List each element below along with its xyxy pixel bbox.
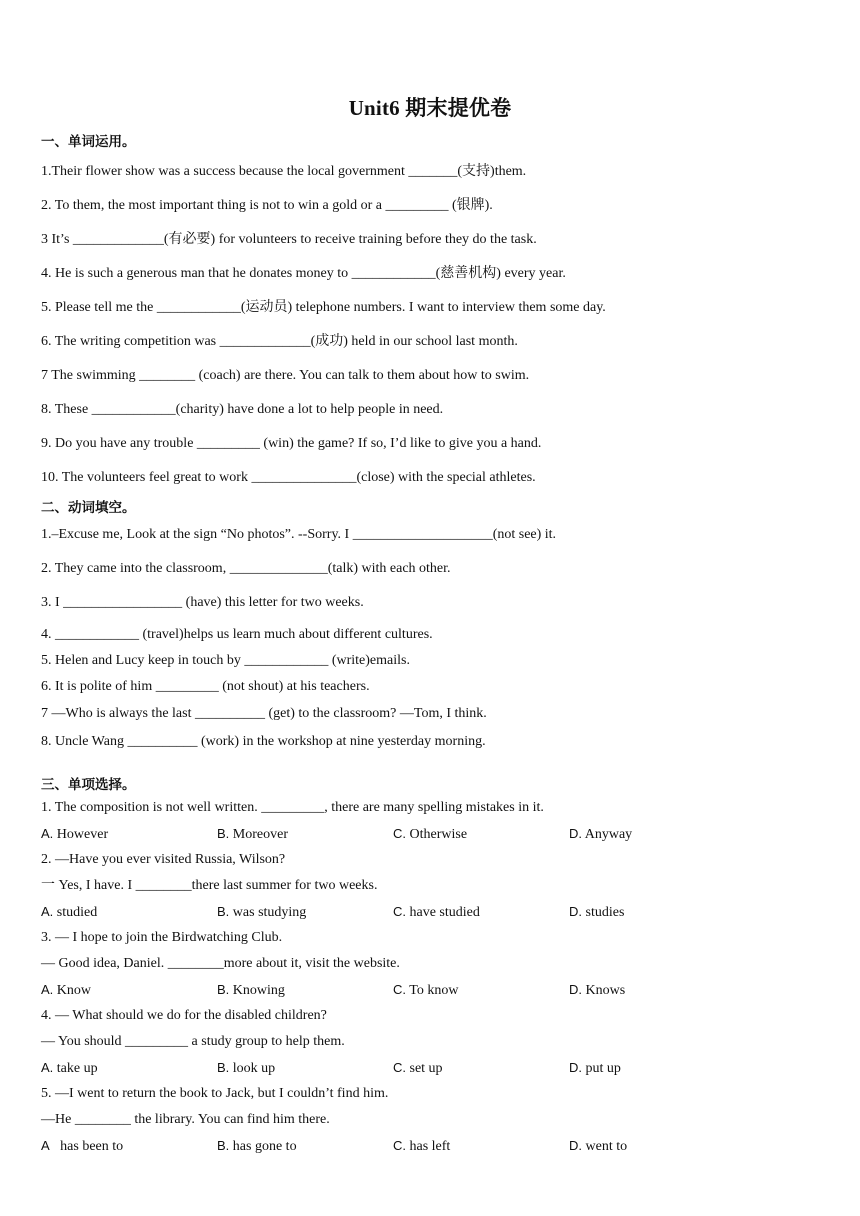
option-text: was studying (229, 905, 307, 920)
question-line: 5. Please tell me the ____________(运动员) telephone numbers. I want to interview them some day. (41, 300, 606, 315)
option-text: take up (53, 1061, 98, 1076)
option-letter: C. (393, 826, 406, 841)
option-text: Moreover (229, 827, 288, 842)
question-line: 4. He is such a generous man that he donates money to ____________(慈善机构) every year. (41, 266, 566, 281)
option-letter: B. (217, 826, 230, 841)
option-text: has been to (49, 1139, 124, 1154)
option-letter: C. (393, 1138, 406, 1153)
question-stem: 4. — What should we do for the disabled children? (41, 1008, 327, 1023)
option-letter: B. (217, 982, 230, 997)
option-b (217, 825, 288, 844)
option-text: Knowing (229, 983, 285, 998)
option-letter: A. (41, 982, 54, 997)
option-letter: C. (393, 982, 406, 997)
option-letter: A (41, 1138, 50, 1153)
option-a (41, 1137, 123, 1156)
question-line: 3 It’s _____________(有必要) for volunteers to receive training before they do the task. (41, 232, 537, 247)
option-letter: A. (41, 904, 54, 919)
option-letter: D. (569, 826, 582, 841)
question-line: 8. Uncle Wang __________ (work) in the workshop at nine yesterday morning. (41, 734, 486, 749)
question-line: 2. To them, the most important thing is not to win a gold or a _________ (银牌). (41, 198, 493, 213)
option-c (393, 1059, 443, 1078)
section-heading-multiple-choice: 三、单项选择。 (41, 777, 136, 793)
option-letter: C. (393, 904, 406, 919)
question-line: 2. They came into the classroom, ______________(talk) with each other. (41, 561, 451, 576)
option-letter: D. (569, 1060, 582, 1075)
option-c (393, 903, 480, 922)
option-b (217, 981, 285, 1000)
option-a (41, 1059, 98, 1078)
option-text: Otherwise (406, 827, 468, 842)
option-text: Anyway (582, 827, 633, 842)
option-text: studied (53, 905, 98, 920)
option-b (217, 1059, 275, 1078)
question-line: 5. Helen and Lucy keep in touch by ____________ (write)emails. (41, 653, 410, 668)
question-line: 10. The volunteers feel great to work _______________(close) with the special athletes. (41, 470, 536, 485)
question-line: 4. ____________ (travel)helps us learn much about different cultures. (41, 627, 433, 642)
option-d (569, 903, 624, 922)
option-text: However (53, 827, 109, 842)
section-heading-word-usage: 一、单词运用。 (41, 134, 136, 150)
question-line: 6. It is polite of him _________ (not shout) at his teachers. (41, 679, 370, 694)
option-d (569, 981, 625, 1000)
option-letter: B. (217, 1060, 230, 1075)
question-stem: 2. —Have you ever visited Russia, Wilson? (41, 852, 286, 867)
question-stem: 3. — I hope to join the Birdwatching Club. (41, 930, 283, 945)
option-d (569, 1137, 627, 1156)
question-stem: 5. —I went to return the book to Jack, but I couldn’t find him. (41, 1086, 389, 1101)
question-line: 7 —Who is always the last __________ (get) to the classroom? —Tom, I think. (41, 706, 487, 721)
question-line: 1.–Excuse me, Look at the sign “No photos”. --Sorry. I ____________________(not see) it. (41, 527, 557, 542)
option-a (41, 981, 91, 1000)
question-line: 9. Do you have any trouble _________ (win) the game? If so, I’d like to give you a hand. (41, 436, 542, 451)
question-line: 8. These ____________(charity) have done a lot to help people in need. (41, 402, 444, 417)
question-line: 7 The swimming ________ (coach) are there. You can talk to them about how to swim. (41, 368, 530, 383)
option-text: Knows (582, 983, 626, 998)
option-d (569, 1059, 621, 1078)
question-stem: 一 Yes, I have. I ________there last summer for two weeks. (41, 878, 378, 893)
option-a (41, 903, 97, 922)
option-text: has left (406, 1139, 451, 1154)
option-text: studies (582, 905, 625, 920)
option-text: Know (53, 983, 92, 998)
section-heading-verb-fill: 二、动词填空。 (41, 500, 136, 516)
option-b (217, 903, 306, 922)
question-line: 1.Their flower show was a success because the local government _______(支持)them. (41, 164, 527, 179)
option-letter: C. (393, 1060, 406, 1075)
option-text: went to (582, 1139, 628, 1154)
option-letter: A. (41, 826, 54, 841)
question-stem: —He ________ the library. You can find him there. (41, 1112, 330, 1127)
option-text: look up (229, 1061, 276, 1076)
option-letter: B. (217, 1138, 230, 1153)
option-text: have studied (406, 905, 480, 920)
option-text: set up (406, 1061, 443, 1076)
page-title: Unit6 期末提优卷 (348, 96, 512, 120)
option-letter: D. (569, 982, 582, 997)
question-line: 6. The writing competition was _____________(成功) held in our school last month. (41, 334, 518, 349)
option-text: put up (582, 1061, 621, 1076)
question-stem: — You should _________ a study group to help them. (41, 1034, 345, 1049)
option-text: To know (406, 983, 459, 998)
option-letter: D. (569, 904, 582, 919)
option-c (393, 825, 467, 844)
option-c (393, 1137, 450, 1156)
option-letter: D. (569, 1138, 582, 1153)
option-a (41, 825, 108, 844)
question-stem: — Good idea, Daniel. ________more about it, visit the website. (41, 956, 400, 971)
option-letter: B. (217, 904, 230, 919)
option-b (217, 1137, 297, 1156)
question-stem: 1. The composition is not well written. _________, there are many spelling mistakes in it. (41, 800, 544, 815)
option-d (569, 825, 632, 844)
option-c (393, 981, 458, 1000)
option-letter: A. (41, 1060, 54, 1075)
question-line: 3. I _________________ (have) this letter for two weeks. (41, 595, 364, 610)
option-text: has gone to (229, 1139, 297, 1154)
